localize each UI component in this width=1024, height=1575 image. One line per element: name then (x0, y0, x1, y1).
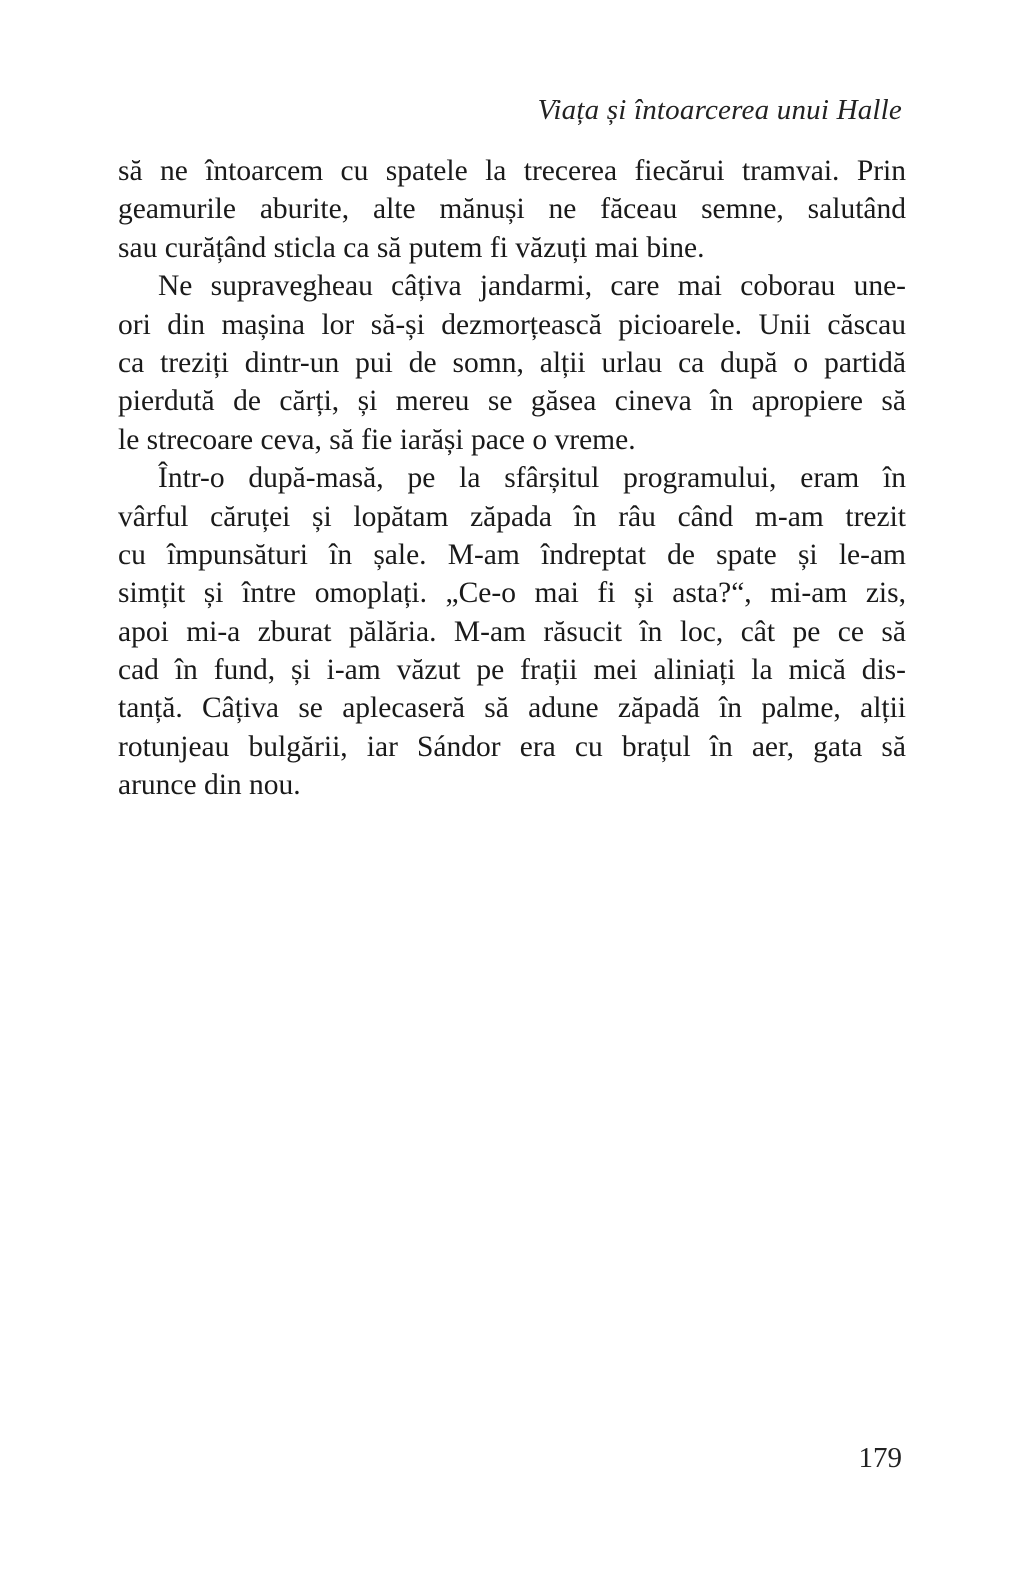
paragraph (118, 459, 906, 805)
text-line: geamurile aburite, alte mănuși ne făceau semne, salutând (118, 193, 906, 226)
text-line: cad în fund, și i-am văzut pe frații mei aliniați la mică dis- (118, 654, 906, 687)
text-line: ori din mașina lor să-și dezmorțească picioarele. Unii căscau (118, 308, 906, 341)
text-line: rotunjeau bulgării, iar Sándor era cu brațul în aer, gata să (118, 730, 906, 763)
text-line: vârful căruței și lopătam zăpada în râu când m-am trezit (118, 500, 906, 533)
text-line: cu împunsături în șale. M-am îndreptat de spate și le-am (118, 538, 906, 571)
text-line: apoi mi-a zburat pălăria. M-am răsucit în loc, cât pe ce să (118, 615, 906, 648)
text-line: sau curățând sticla ca să putem fi văzuți mai bine. (118, 231, 705, 264)
text-line: ca treziți dintr-un pui de somn, alții urlau ca după o partidă (118, 346, 906, 379)
text-line: tanță. Câțiva se aplecaseră să adune zăpadă în palme, alții (118, 692, 906, 725)
text-line: simțit și între omoplați. „Ce-o mai fi și asta?“, mi-am zis, (118, 577, 906, 610)
body-text (118, 152, 906, 805)
text-line: pierdută de cărți, și mereu se găsea cineva în apropiere să (118, 385, 906, 418)
text-line: le strecoare ceva, să fie iarăși pace o vreme. (118, 423, 636, 456)
page-number: 179 (858, 1442, 902, 1474)
paragraph (118, 152, 906, 267)
paragraph (118, 267, 906, 459)
text-line: arunce din nou. (118, 769, 301, 802)
text-line: să ne întoarcem cu spatele la trecerea fiecărui tramvai. Prin (118, 155, 906, 187)
text-line: Ne supravegheau câțiva jandarmi, care mai coborau une- (158, 270, 906, 303)
text-line: Într-o după-masă, pe la sfârșitul programului, eram în (158, 462, 906, 495)
running-head: Viața și întoarcerea unui Halle (537, 94, 902, 126)
